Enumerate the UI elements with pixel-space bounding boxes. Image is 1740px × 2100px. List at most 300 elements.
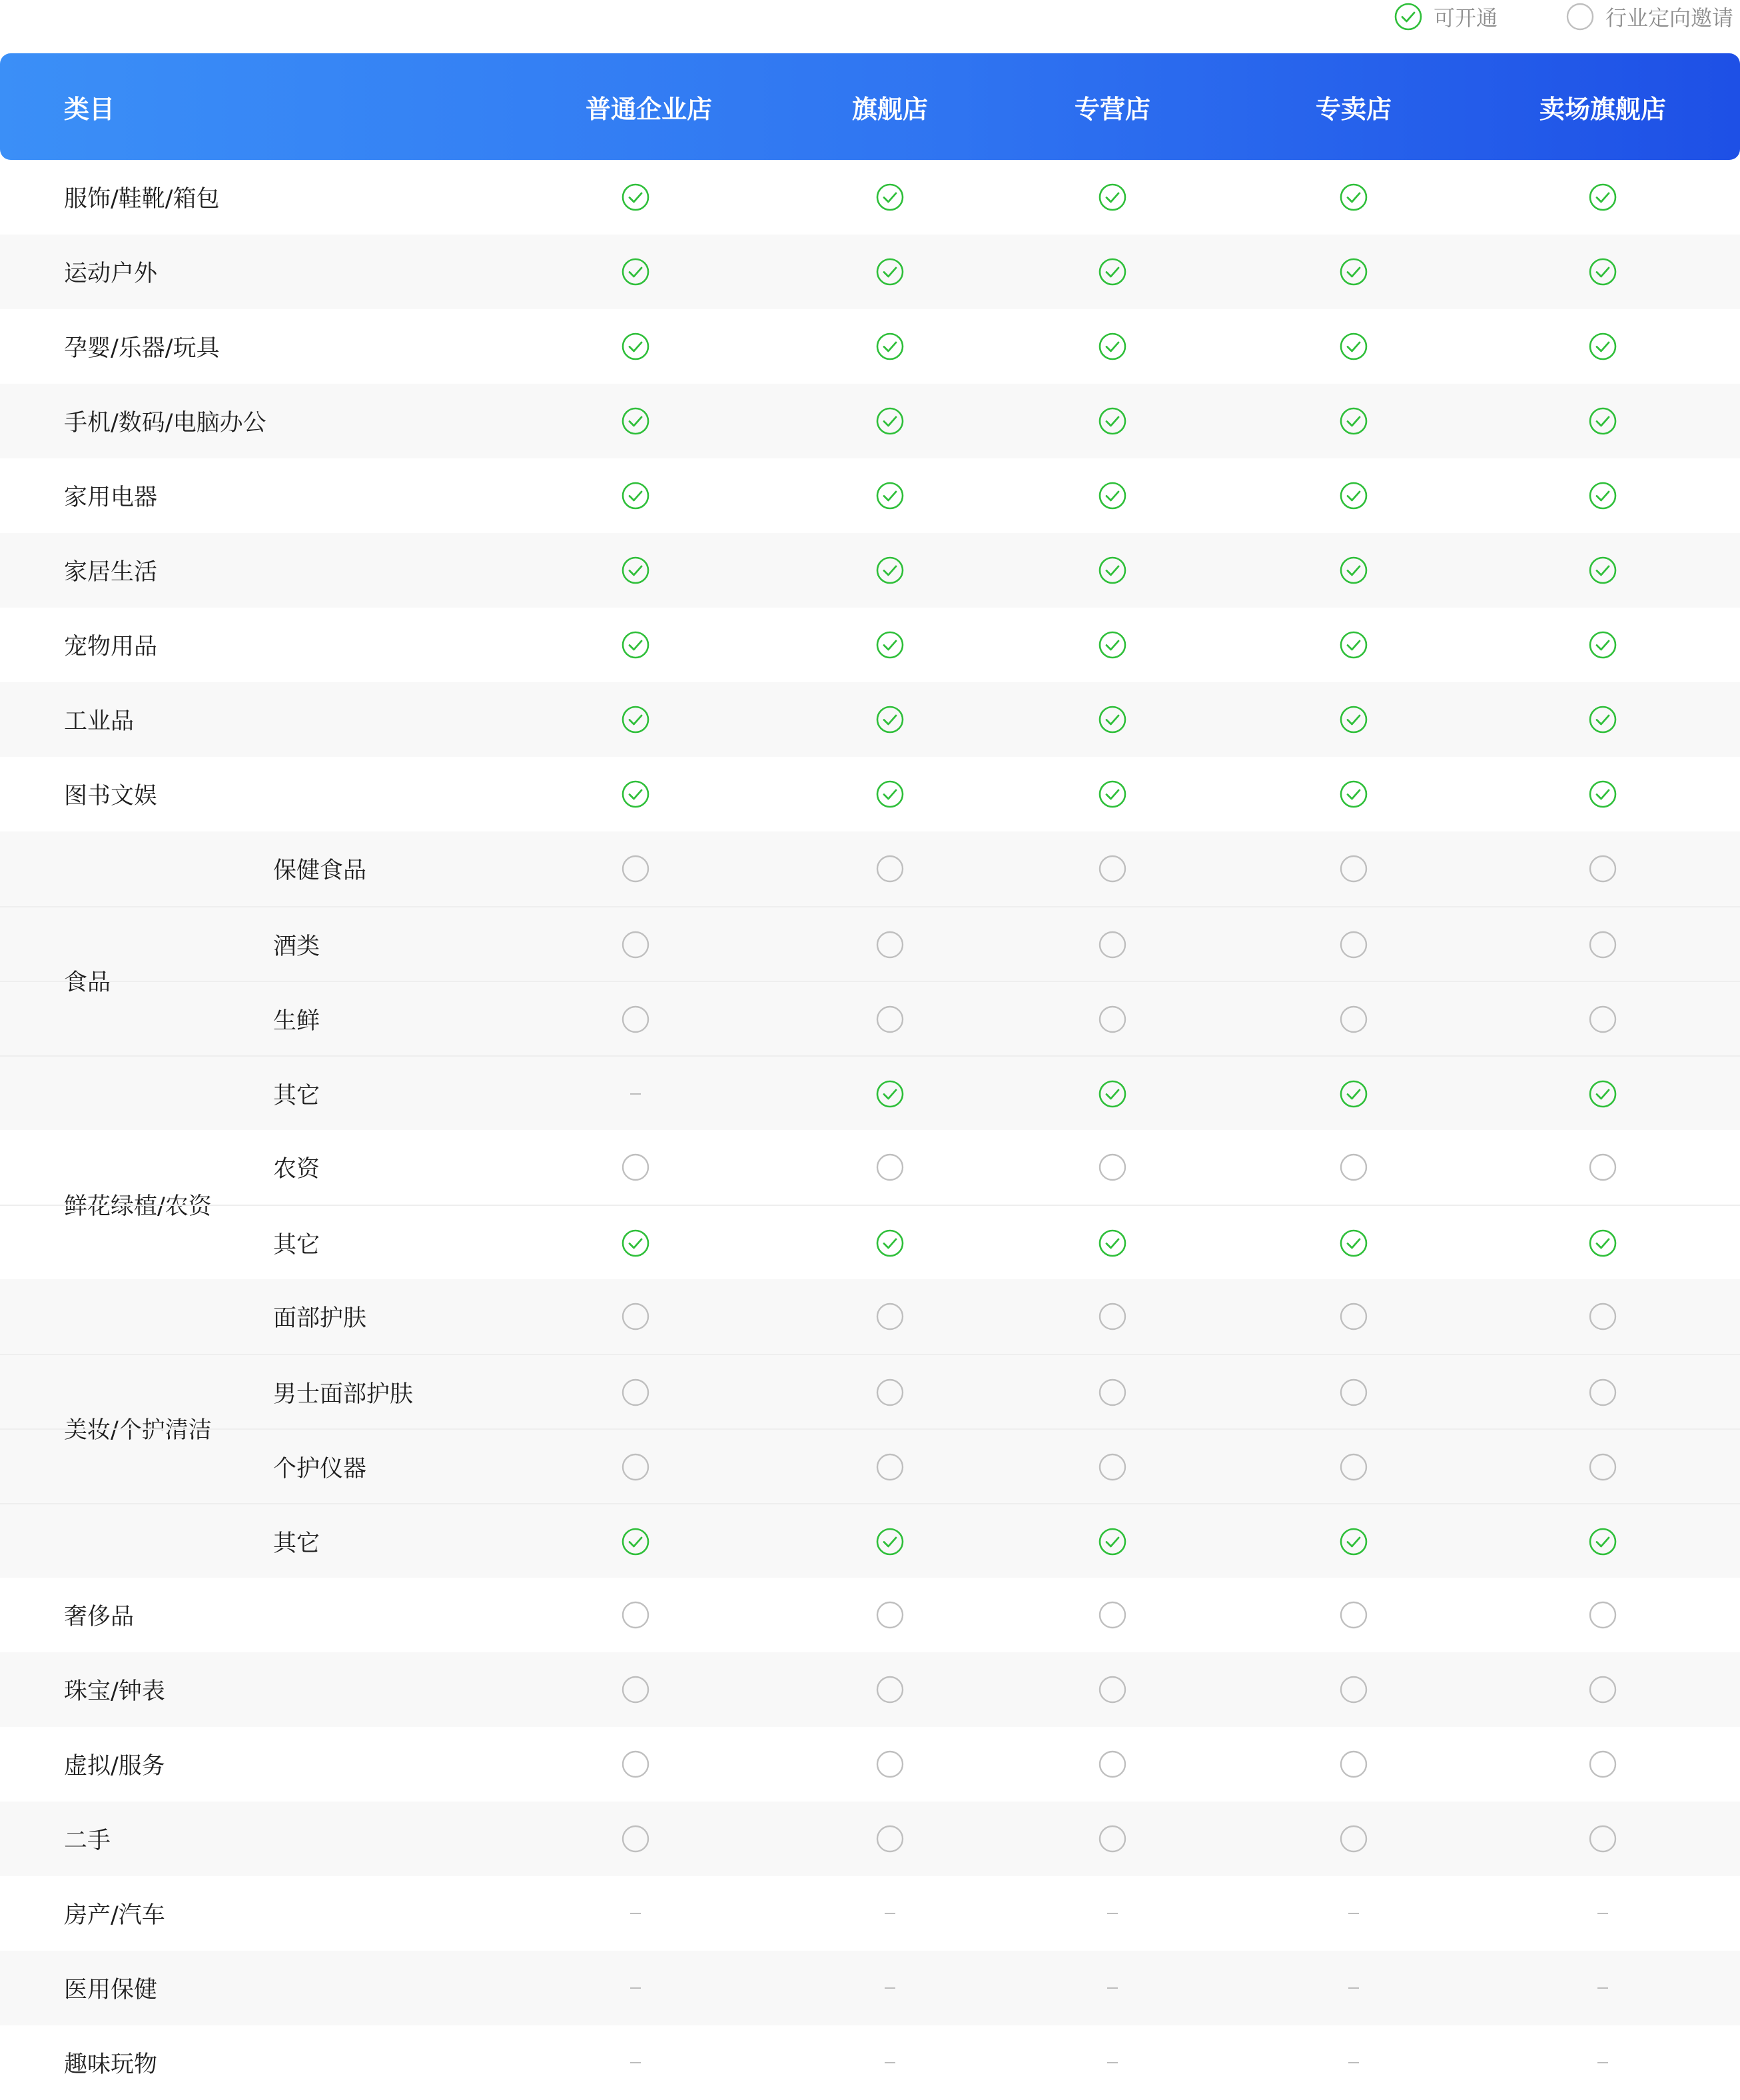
table-row [0, 1727, 1740, 1802]
status-cell [1092, 1355, 1132, 1430]
status-cell [1092, 1279, 1132, 1354]
table-header [0, 53, 1740, 160]
status-cell [616, 1206, 655, 1281]
status-cell [1583, 2025, 1623, 2100]
status-cell [1583, 1130, 1623, 1205]
status-cell [1583, 1727, 1623, 1802]
status-cell [1583, 1430, 1623, 1504]
status-cell [1092, 757, 1132, 831]
check-circle-icon [621, 630, 650, 660]
status-cell [870, 757, 910, 831]
table-row [0, 235, 1740, 309]
status-cell [1334, 1130, 1374, 1205]
empty-circle-icon [1588, 1600, 1617, 1630]
empty-circle-icon [621, 854, 650, 883]
status-cell [1092, 1802, 1132, 1876]
status-cell [1583, 1206, 1623, 1281]
check-circle-icon [1394, 2, 1423, 31]
status-cell [1334, 1279, 1374, 1354]
legend [0, 0, 1740, 51]
empty-circle-icon [621, 1005, 650, 1034]
check-circle-icon [1339, 705, 1368, 734]
table-row-group [0, 533, 1740, 608]
status-cell [1583, 1355, 1623, 1430]
check-circle-icon [1339, 406, 1368, 436]
status-cell [1092, 1578, 1132, 1652]
table-row [0, 1503, 1740, 1578]
status-cell [1092, 608, 1132, 682]
empty-circle-icon [875, 1452, 905, 1482]
status-cell [616, 907, 655, 982]
empty-circle-icon [1339, 854, 1368, 883]
status-cell [1092, 907, 1132, 982]
category-label: 鲜花绿植/农资 [64, 1193, 212, 1220]
status-cell [1092, 533, 1132, 608]
table-row [0, 981, 1740, 1055]
status-cell [616, 682, 655, 757]
header-col-exclusive: 专卖店 [1315, 94, 1392, 124]
status-cell [1092, 309, 1132, 384]
status-cell [1334, 757, 1374, 831]
table-row-group [0, 831, 1740, 1130]
status-cell [1583, 982, 1623, 1057]
empty-circle-icon [1339, 1378, 1368, 1407]
check-circle-icon [875, 705, 905, 734]
status-cell [1092, 2025, 1132, 2100]
check-circle-icon [1588, 705, 1617, 734]
table-row [0, 1428, 1740, 1503]
status-cell [870, 458, 910, 533]
status-cell [1092, 1951, 1132, 2025]
status-cell [1583, 235, 1623, 309]
category-label: 珠宝/钟表 [64, 1678, 165, 1705]
subcategory-label: 面部护肤 [273, 1305, 367, 1332]
status-cell [870, 682, 910, 757]
status-cell [870, 1578, 910, 1652]
status-cell [870, 235, 910, 309]
empty-circle-icon [1339, 1600, 1368, 1630]
status-cell [1334, 831, 1374, 906]
check-circle-icon [621, 257, 650, 286]
dash-icon [1348, 1913, 1359, 1914]
subcategory-label: 其它 [273, 1083, 320, 1109]
check-circle-icon [621, 332, 650, 361]
status-cell [1092, 458, 1132, 533]
table-row-group [0, 757, 1740, 831]
table-row-group [0, 160, 1740, 235]
table-row-group [0, 1130, 1740, 1279]
check-circle-icon [1098, 183, 1127, 212]
empty-circle-icon [1588, 1675, 1617, 1704]
category-label: 运动户外 [64, 261, 158, 287]
check-circle-icon [621, 183, 650, 212]
status-cell [1334, 384, 1374, 458]
check-circle-icon [1588, 1229, 1617, 1258]
empty-circle-icon [621, 1302, 650, 1331]
empty-circle-icon [875, 1600, 905, 1630]
empty-circle-icon [875, 1824, 905, 1853]
category-label: 医用保健 [64, 1977, 158, 2003]
check-circle-icon [1098, 406, 1127, 436]
table-row [0, 682, 1740, 757]
check-circle-icon [1339, 481, 1368, 510]
status-cell [1334, 160, 1374, 235]
check-circle-icon [875, 1229, 905, 1258]
dash-icon [1597, 2062, 1608, 2063]
check-circle-icon [875, 780, 905, 809]
empty-circle-icon [1339, 1153, 1368, 1182]
empty-circle-icon [875, 1005, 905, 1034]
status-cell [616, 1130, 655, 1205]
table-row [0, 1951, 1740, 2025]
check-circle-icon [875, 183, 905, 212]
empty-circle-icon [875, 1302, 905, 1331]
empty-circle-icon [1098, 1153, 1127, 1182]
status-cell [616, 458, 655, 533]
category-label: 手机/数码/电脑办公 [64, 410, 266, 436]
empty-circle-icon [875, 1750, 905, 1779]
table-row [0, 757, 1740, 831]
check-circle-icon [1098, 556, 1127, 585]
empty-circle-icon [621, 1824, 650, 1853]
status-cell [1334, 1951, 1374, 2025]
check-circle-icon [1339, 1079, 1368, 1109]
empty-circle-icon [1098, 1824, 1127, 1853]
status-cell [870, 1057, 910, 1131]
category-label: 服饰/鞋靴/箱包 [64, 186, 220, 213]
status-cell [870, 1727, 910, 1802]
subcategory-label: 个护仪器 [273, 1456, 367, 1482]
status-cell [1334, 608, 1374, 682]
empty-circle-icon [1339, 1005, 1368, 1034]
status-cell [1334, 533, 1374, 608]
dash-icon [630, 1913, 641, 1914]
header-col-standard: 普通企业店 [585, 94, 713, 124]
check-circle-icon [1098, 1527, 1127, 1556]
status-cell [616, 1727, 655, 1802]
empty-circle-icon [875, 1675, 905, 1704]
check-circle-icon [1588, 630, 1617, 660]
status-cell [1583, 682, 1623, 757]
check-circle-icon [1098, 1079, 1127, 1109]
empty-circle-icon [875, 1153, 905, 1182]
subcategory-label: 男士面部护肤 [273, 1381, 414, 1408]
dash-icon [1348, 2062, 1359, 2063]
status-cell [1092, 1652, 1132, 1727]
table-row-group [0, 235, 1740, 309]
check-circle-icon [875, 630, 905, 660]
empty-circle-icon [1588, 854, 1617, 883]
dash-icon [885, 1913, 895, 1914]
category-label: 食品 [64, 969, 111, 996]
subcategory-label: 保健食品 [273, 857, 367, 884]
status-cell [1334, 1578, 1374, 1652]
status-cell [1334, 1430, 1374, 1504]
check-circle-icon [621, 481, 650, 510]
status-cell [1092, 982, 1132, 1057]
dash-icon [1348, 1987, 1359, 1989]
check-circle-icon [1098, 332, 1127, 361]
table-row [0, 1205, 1740, 1279]
status-cell [1334, 982, 1374, 1057]
empty-circle-icon [1339, 930, 1368, 959]
status-cell [616, 2025, 655, 2100]
status-cell [616, 1057, 655, 1131]
status-cell [870, 1802, 910, 1876]
check-circle-icon [1098, 1229, 1127, 1258]
category-label: 家居生活 [64, 559, 158, 586]
status-cell [1583, 907, 1623, 982]
subcategory-label: 生鲜 [273, 1008, 320, 1035]
check-circle-icon [1588, 1527, 1617, 1556]
check-circle-icon [1098, 705, 1127, 734]
status-cell [1334, 907, 1374, 982]
status-cell [616, 1951, 655, 2025]
status-cell [870, 160, 910, 235]
dash-icon [630, 2062, 641, 2063]
table-row-group [0, 384, 1740, 458]
check-circle-icon [1588, 332, 1617, 361]
table-row [0, 160, 1740, 235]
status-cell [616, 1355, 655, 1430]
status-cell [1583, 160, 1623, 235]
empty-circle-icon [1339, 1824, 1368, 1853]
empty-circle-icon [1098, 1378, 1127, 1407]
empty-circle-icon [1098, 930, 1127, 959]
status-cell [1334, 235, 1374, 309]
dash-icon [1597, 1987, 1608, 1989]
check-circle-icon [1098, 481, 1127, 510]
check-circle-icon [1098, 780, 1127, 809]
status-cell [1583, 533, 1623, 608]
check-circle-icon [1339, 332, 1368, 361]
check-circle-icon [875, 556, 905, 585]
table-row [0, 1802, 1740, 1876]
table-body [0, 160, 1740, 2100]
status-cell [1583, 1057, 1623, 1131]
status-cell [616, 1504, 655, 1579]
check-circle-icon [875, 1527, 905, 1556]
category-label: 奢侈品 [64, 1604, 135, 1630]
empty-circle-icon [621, 1452, 650, 1482]
category-label: 趣味玩物 [64, 2051, 158, 2078]
status-cell [616, 1876, 655, 1951]
status-cell [1334, 682, 1374, 757]
empty-circle-icon [1588, 1452, 1617, 1482]
status-cell [616, 309, 655, 384]
check-circle-icon [1339, 780, 1368, 809]
empty-circle-icon [1588, 1302, 1617, 1331]
empty-circle-icon [1588, 1005, 1617, 1034]
check-circle-icon [621, 705, 650, 734]
check-circle-icon [621, 406, 650, 436]
check-circle-icon [1339, 183, 1368, 212]
status-cell [616, 757, 655, 831]
check-circle-icon [621, 556, 650, 585]
table-row-group [0, 1876, 1740, 1951]
header-category: 类目 [64, 94, 115, 124]
status-cell [616, 1802, 655, 1876]
table-row [0, 608, 1740, 682]
table-row [0, 906, 1740, 981]
status-cell [616, 384, 655, 458]
status-cell [1334, 1802, 1374, 1876]
table-row [0, 1055, 1740, 1130]
subcategory-label: 其它 [273, 1232, 320, 1259]
table-row [0, 1130, 1740, 1205]
status-cell [1334, 2025, 1374, 2100]
empty-circle-icon [1588, 1750, 1617, 1779]
table-row-group [0, 1727, 1740, 1802]
status-cell [1092, 1504, 1132, 1579]
check-circle-icon [1339, 1527, 1368, 1556]
check-circle-icon [1339, 1229, 1368, 1258]
empty-circle-icon [1588, 1824, 1617, 1853]
empty-circle-icon [875, 1378, 905, 1407]
empty-circle-icon [1339, 1675, 1368, 1704]
table-row-group [0, 608, 1740, 682]
status-cell [870, 1130, 910, 1205]
status-cell [1334, 1355, 1374, 1430]
dash-icon [1597, 1913, 1608, 1914]
empty-circle-icon [1339, 1452, 1368, 1482]
legend-available-label: 可开通 [1434, 5, 1498, 31]
status-cell [1092, 1876, 1132, 1951]
table-row [0, 533, 1740, 608]
category-label: 工业品 [64, 708, 135, 735]
status-cell [616, 1652, 655, 1727]
status-cell [1583, 309, 1623, 384]
legend-available [1394, 0, 1498, 33]
table-row-group [0, 1802, 1740, 1876]
status-cell [1334, 309, 1374, 384]
status-cell [870, 982, 910, 1057]
legend-invite [1565, 0, 1733, 33]
check-circle-icon [875, 406, 905, 436]
status-cell [1583, 1652, 1623, 1727]
status-cell [1334, 458, 1374, 533]
empty-circle-icon [1098, 1302, 1127, 1331]
status-cell [1092, 1057, 1132, 1131]
status-cell [1334, 1652, 1374, 1727]
status-cell [1583, 1578, 1623, 1652]
status-cell [1583, 384, 1623, 458]
dash-icon [885, 1987, 895, 1989]
empty-circle-icon [621, 930, 650, 959]
status-cell [1583, 1504, 1623, 1579]
check-circle-icon [875, 332, 905, 361]
category-label: 美妆/个护清洁 [64, 1417, 212, 1444]
status-cell [616, 533, 655, 608]
status-cell [870, 1951, 910, 2025]
status-cell [616, 831, 655, 906]
check-circle-icon [621, 1229, 650, 1258]
status-cell [870, 1279, 910, 1354]
table-row [0, 1578, 1740, 1652]
status-cell [1334, 1727, 1374, 1802]
dash-icon [1107, 1913, 1118, 1914]
status-cell [1092, 1130, 1132, 1205]
status-cell [870, 1876, 910, 1951]
empty-circle-icon [1098, 854, 1127, 883]
status-cell [870, 2025, 910, 2100]
table-row [0, 1354, 1740, 1428]
status-cell [1092, 682, 1132, 757]
status-cell [870, 1355, 910, 1430]
check-circle-icon [1588, 406, 1617, 436]
check-circle-icon [1098, 257, 1127, 286]
status-cell [1092, 1727, 1132, 1802]
status-cell [1583, 608, 1623, 682]
category-label: 家用电器 [64, 484, 158, 511]
table-row-group [0, 1578, 1740, 1652]
category-label: 孕婴/乐器/玩具 [64, 335, 220, 362]
status-cell [616, 608, 655, 682]
dash-icon [1107, 1987, 1118, 1989]
header-col-mall-flagship: 卖场旗舰店 [1539, 94, 1667, 124]
status-cell [1583, 458, 1623, 533]
category-label: 宠物用品 [64, 634, 158, 660]
status-cell [1583, 757, 1623, 831]
status-cell [616, 235, 655, 309]
category-label: 二手 [64, 1828, 111, 1854]
status-cell [616, 160, 655, 235]
header-col-franchise: 专营店 [1074, 94, 1151, 124]
status-cell [870, 608, 910, 682]
check-circle-icon [1339, 630, 1368, 660]
check-circle-icon [1588, 481, 1617, 510]
status-cell [870, 1206, 910, 1281]
table-row-group [0, 1652, 1740, 1727]
status-cell [870, 384, 910, 458]
check-circle-icon [1588, 183, 1617, 212]
status-cell [870, 533, 910, 608]
status-cell [870, 1504, 910, 1579]
category-label: 房产/汽车 [64, 1902, 165, 1929]
status-cell [1583, 1951, 1623, 2025]
table-row [0, 831, 1740, 906]
dash-icon [630, 1987, 641, 1989]
check-circle-icon [621, 780, 650, 809]
status-cell [1092, 1206, 1132, 1281]
empty-circle-icon [621, 1750, 650, 1779]
check-circle-icon [621, 1527, 650, 1556]
status-cell [870, 1652, 910, 1727]
status-cell [870, 1430, 910, 1504]
status-cell [1583, 831, 1623, 906]
table-row [0, 384, 1740, 458]
empty-circle-icon [875, 854, 905, 883]
status-cell [1583, 1876, 1623, 1951]
check-circle-icon [1098, 630, 1127, 660]
status-cell [1334, 1504, 1374, 1579]
status-cell [1583, 1279, 1623, 1354]
check-circle-icon [1339, 257, 1368, 286]
table-row-group [0, 2025, 1740, 2100]
check-circle-icon [1588, 257, 1617, 286]
table-row-group [0, 1951, 1740, 2025]
dash-icon [885, 2062, 895, 2063]
check-circle-icon [875, 257, 905, 286]
check-circle-icon [1588, 780, 1617, 809]
status-cell [1092, 831, 1132, 906]
table-row [0, 2025, 1740, 2100]
legend-invite-label: 行业定向邀请 [1605, 5, 1734, 31]
empty-circle-icon [1339, 1750, 1368, 1779]
check-circle-icon [1339, 556, 1368, 585]
subcategory-label: 其它 [273, 1530, 320, 1557]
dash-icon [1107, 2062, 1118, 2063]
